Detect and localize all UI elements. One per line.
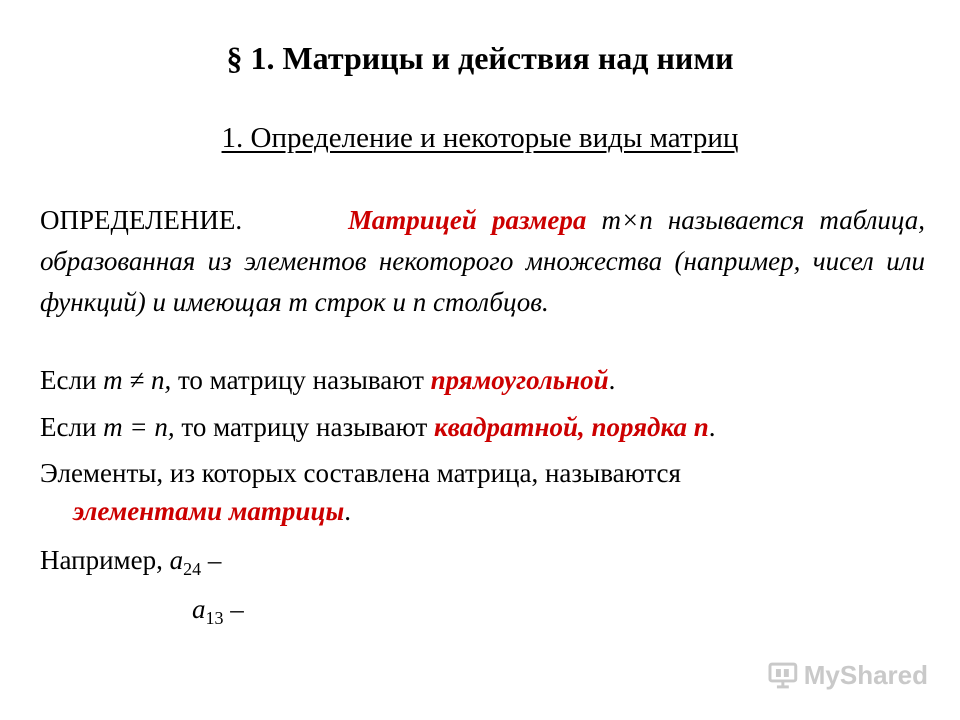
example-a2-sub: 13	[205, 608, 224, 628]
square-middle: то матрицу называют	[174, 412, 435, 442]
square-term: квадратной, порядка n	[434, 412, 709, 442]
presentation-board-icon	[768, 661, 798, 689]
example-dash1: –	[201, 545, 222, 575]
rect-prefix: Если	[40, 365, 104, 395]
rect-middle: то матрицу называют	[171, 365, 431, 395]
example-a1: a	[169, 545, 184, 575]
elements-term: элементами матрицы	[73, 496, 345, 526]
rect-condition: m ≠ n,	[103, 365, 172, 395]
example-line-1	[40, 545, 221, 580]
subtitle-text: 1. Определение и некоторые виды матриц	[221, 122, 739, 154]
elements-term-line	[40, 496, 351, 527]
example-line-2	[192, 594, 244, 629]
rect-end: .	[608, 365, 616, 395]
square-prefix: Если	[40, 412, 104, 442]
elements-text: Элементы, из которых составлена матрица, называются	[40, 458, 681, 488]
definition-term: Матрицей размера	[348, 205, 587, 235]
square-condition: m = n,	[103, 412, 175, 442]
square-end: .	[708, 412, 716, 442]
elements-end: .	[344, 496, 351, 526]
rectangular-line	[40, 365, 615, 396]
example-a2: a	[192, 594, 206, 624]
section-subtitle	[0, 122, 960, 155]
elements-line	[40, 458, 681, 489]
example-prefix: Например,	[40, 545, 170, 575]
watermark-text: MyShared	[803, 659, 928, 690]
page-title: § 1. Матрицы и действия над ними	[226, 40, 734, 76]
definition-paragraph	[40, 200, 925, 323]
definition-text: называется таблица, образованная из элементов некоторого множества (например, чисел или функций) и имеющая m строк и n столбцов.	[40, 205, 926, 317]
square-line	[40, 412, 715, 443]
rect-term: прямоугольной	[430, 365, 609, 395]
example-dash2: –	[223, 594, 244, 624]
watermark-logo	[768, 658, 928, 692]
definition-label: ОПРЕДЕЛЕНИЕ.	[40, 205, 243, 235]
definition-size: m×n	[601, 205, 653, 235]
example-a1-sub: 24	[183, 559, 202, 579]
